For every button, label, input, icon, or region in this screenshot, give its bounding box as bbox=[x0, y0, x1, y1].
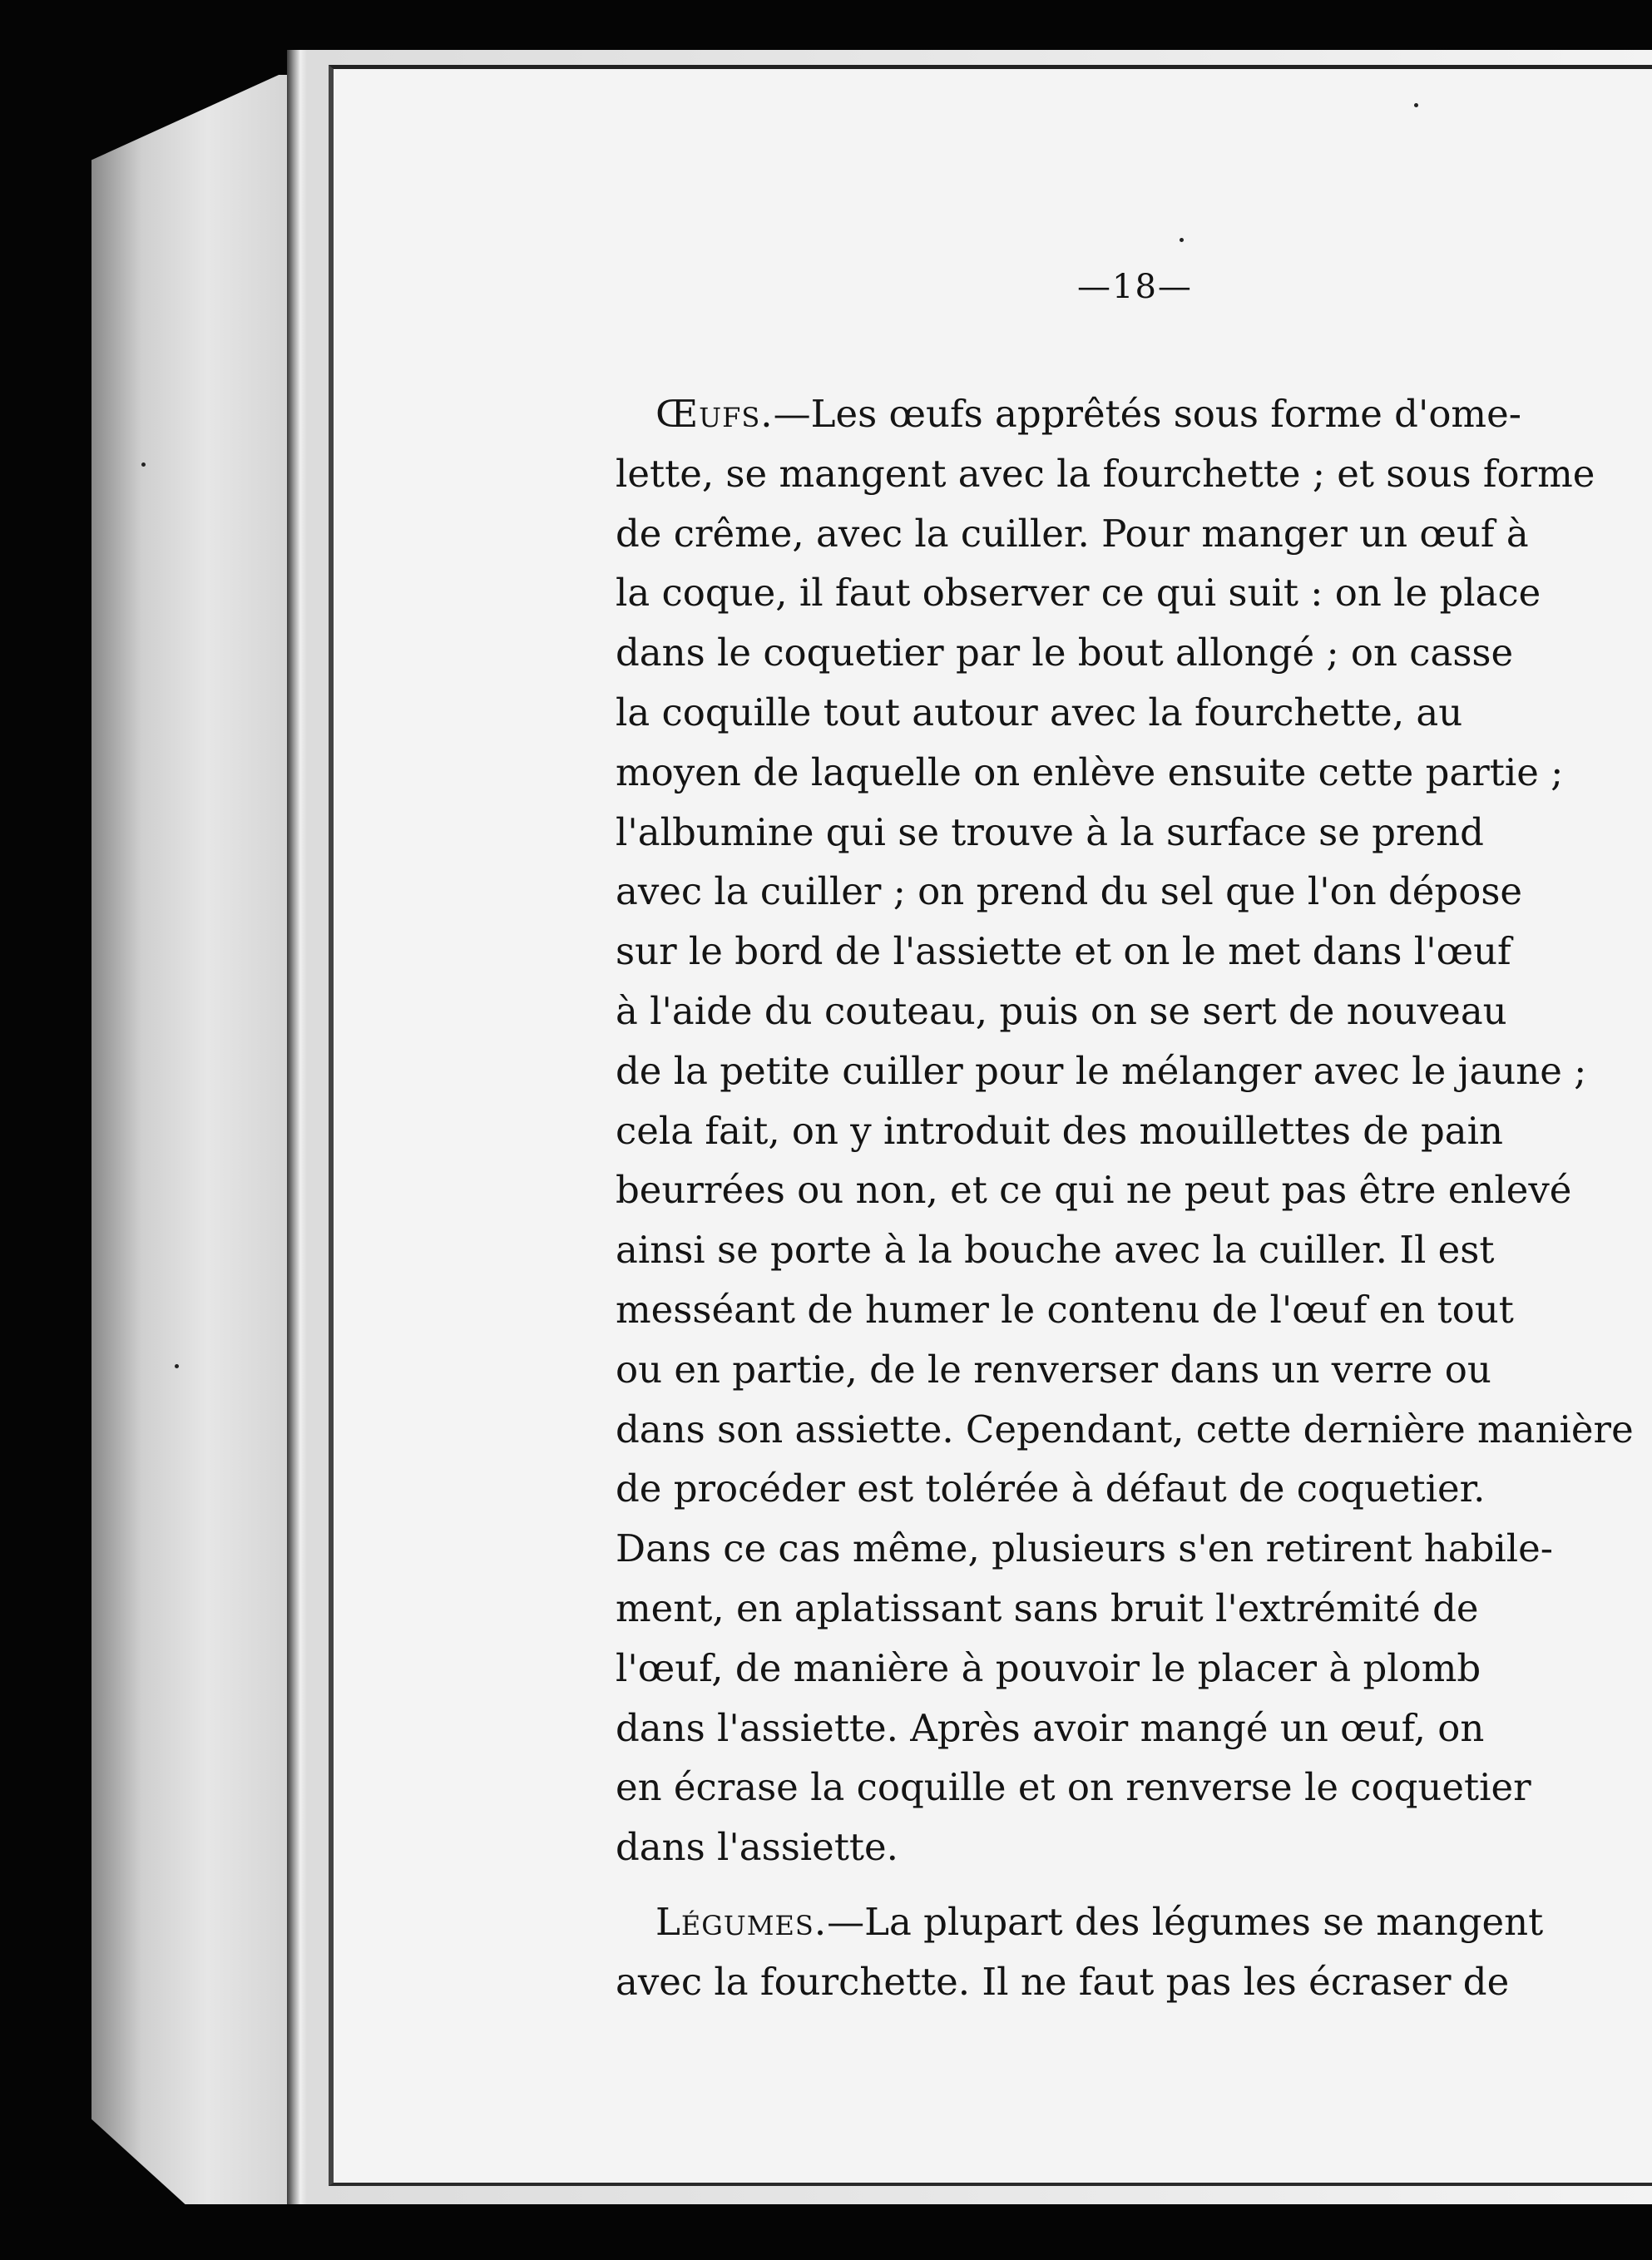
paragraph-line: dans le coquetier par le bout allongé ; on casse bbox=[616, 631, 1514, 675]
paragraph-line: moyen de laquelle on enlève ensuite cette partie ; bbox=[616, 749, 1564, 794]
section-lead-oeufs: Œufs. bbox=[655, 392, 774, 436]
body-text bbox=[616, 384, 1652, 2012]
paragraph-line: Légumes.—La plupart des légumes se mangent bbox=[655, 1899, 1544, 1944]
paragraph-line: dans l'assiette. bbox=[616, 1825, 898, 1870]
paragraph-line: avec la fourchette. Il ne faut pas les écraser de bbox=[616, 1959, 1510, 2004]
paragraph-line: Œufs.—Les œufs apprêtés sous forme d'ome- bbox=[655, 392, 1521, 436]
speck bbox=[175, 1364, 179, 1368]
paragraph-line: messéant de humer le contenu de l'œuf en tout bbox=[616, 1287, 1514, 1332]
paragraph-line: l'albumine qui se trouve à la surface se prend bbox=[616, 809, 1484, 854]
page-number: —18— bbox=[1077, 268, 1193, 306]
paragraph-line: beurrées ou non, et ce qui ne peut pas être enlevé bbox=[616, 1168, 1572, 1213]
paragraph-line: à l'aide du couteau, puis on se sert de nouveau bbox=[616, 988, 1507, 1033]
paragraph-line: la coque, il faut observer ce qui suit : on le place bbox=[616, 571, 1541, 616]
paragraph-line: lette, se mangent avec la fourchette ; et sous forme bbox=[616, 451, 1595, 496]
paragraph-line: ou en partie, de le renverser dans un verre ou bbox=[616, 1347, 1491, 1392]
speck bbox=[1414, 103, 1418, 107]
paragraph-line: de crême, avec la cuiller. Pour manger un œuf à bbox=[616, 511, 1529, 556]
paragraph-line: dans son assiette. Cependant, cette dernière manière bbox=[616, 1407, 1634, 1451]
paragraph-line: ment, en aplatissant sans bruit l'extrémité de bbox=[616, 1585, 1479, 1630]
paragraph-line: cela fait, on y introduit des mouillettes de pain bbox=[616, 1108, 1503, 1153]
paragraph-line: sur le bord de l'assiette et on le met dans l'œuf bbox=[616, 929, 1511, 974]
paragraph-line: en écrase la coquille et on renverse le coquetier bbox=[616, 1765, 1531, 1810]
paragraph-line: la coquille tout autour avec la fourchette, au bbox=[616, 690, 1463, 734]
paragraph-gap bbox=[616, 1877, 1652, 1892]
paragraph-line: ainsi se porte à la bouche avec la cuiller. Il est bbox=[616, 1228, 1495, 1273]
paragraph-line: de procéder est tolérée à défaut de coquetier. bbox=[616, 1466, 1486, 1511]
speck bbox=[141, 462, 146, 467]
paragraph-line: dans l'assiette. Après avoir mangé un œuf, on bbox=[616, 1705, 1485, 1750]
paragraph-line: avec la cuiller ; on prend du sel que l'on dépose bbox=[616, 869, 1523, 914]
paragraph-line: Dans ce cas même, plusieurs s'en retirent habile- bbox=[616, 1526, 1553, 1571]
section-lead-legumes: Légumes. bbox=[655, 1899, 828, 1944]
speck bbox=[1180, 238, 1184, 242]
paragraph-line: de la petite cuiller pour le mélanger avec le jaune ; bbox=[616, 1048, 1587, 1093]
paragraph-line: l'œuf, de manière à pouvoir le placer à plomb bbox=[616, 1645, 1481, 1690]
